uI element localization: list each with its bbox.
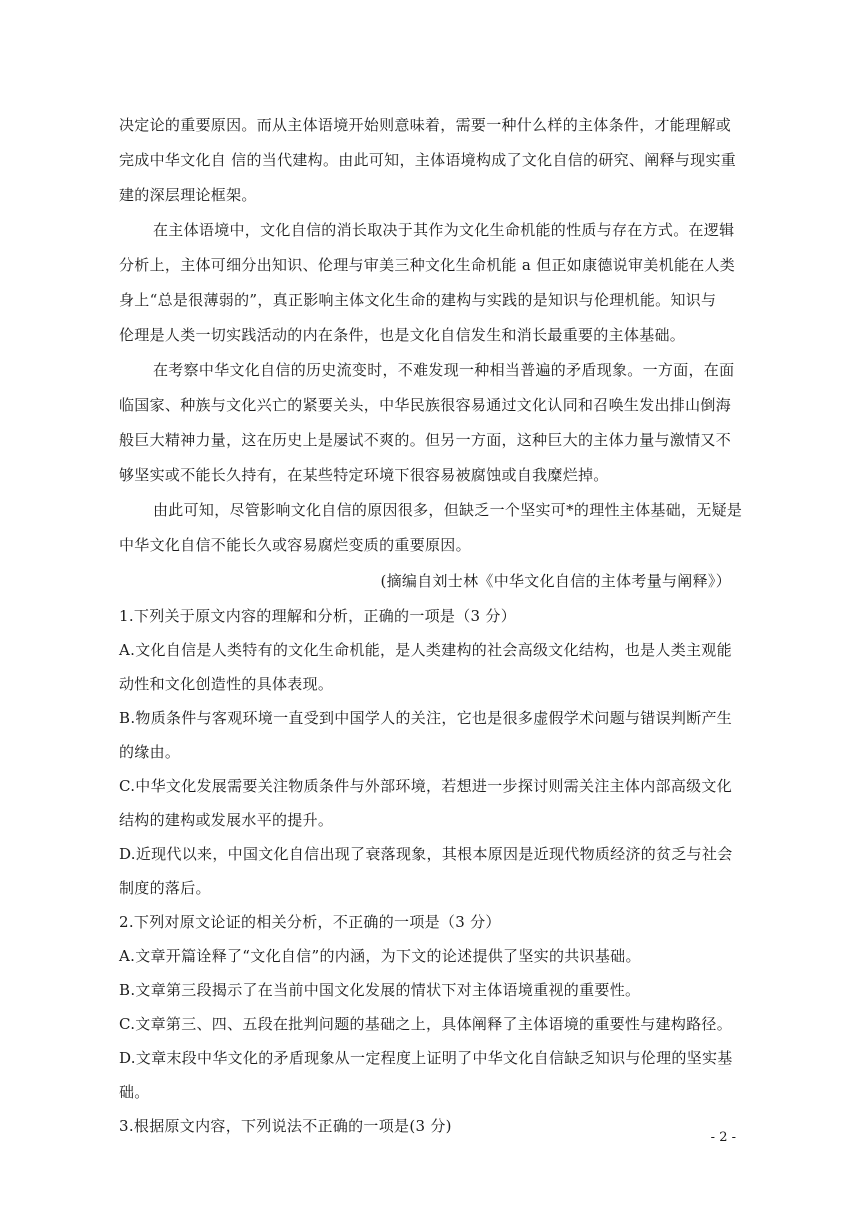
- article-source-citation: (摘编自刘士林《中华文化自信的主体考量与阐释》）: [380, 572, 731, 590]
- text-line: 建的深层理论框架。: [119, 186, 257, 204]
- option-line: C.中华文化发展需要关注物质条件与外部环境，若想进一步探讨则需关注主体内部高级文化: [119, 777, 733, 795]
- page-number: - 2 -: [710, 1130, 736, 1145]
- document-body: [119, 108, 743, 1143]
- question-stem: 1.下列关于原文内容的理解和分析，正确的一项是（3 分）: [119, 607, 517, 625]
- option-line: 动性和文化创造性的具体表现。: [119, 675, 334, 693]
- text-line: 够坚实或不能长久持有，在某些特定环境下很容易被腐蚀或自我糜烂掉。: [119, 466, 609, 484]
- question-1-option-b: [119, 701, 735, 769]
- text-line: 由此可知，尽管影响文化自信的原因很多，但缺乏一个坚实可*的理性主体基础，无疑是: [153, 501, 743, 519]
- option-line: 结构的建构或发展水平的提升。: [119, 811, 334, 829]
- option-line: B.物质条件与客观环境一直受到中国学人的关注，它也是很多虚假学术问题与错误判断产生: [119, 709, 733, 727]
- option-line: C.文章第三、四、五段在批判问题的基础之上，具体阐释了主体语境的重要性与建构路径。: [119, 1015, 733, 1033]
- option-line: 础。: [119, 1083, 150, 1101]
- text-line: 般巨大精神力量，这在历史上是屡试不爽的。但另一方面，这种巨大的主体力量与激情又不: [119, 431, 732, 449]
- text-line: 分析上，主体可细分出知识、伦理与审美三种文化生命机能 a 但正如康德说审美机能在人类: [119, 256, 736, 274]
- question-3: [119, 1109, 735, 1143]
- option-line: 的缘由。: [119, 743, 181, 761]
- text-line: 在考察中华文化自信的历史流变时，不难发现一种相当普遍的矛盾现象。一方面，在面: [153, 361, 735, 379]
- question-stem: 3.根据原文内容，下列说法不正确的一项是(3 分): [119, 1117, 452, 1135]
- text-line: 在主体语境中，文化自信的消长取决于其作为文化生命机能的性质与存在方式。在逻辑: [153, 221, 735, 239]
- paragraph-3: [119, 353, 735, 493]
- option-line: A.文化自信是人类特有的文化生命机能，是人类建构的社会高级文化结构，也是人类主观能: [119, 641, 732, 659]
- text-line: 伦理是人类一切实践活动的内在条件，也是文化自信发生和消长最重要的主体基础。: [119, 326, 686, 344]
- question-stem: 2.下列对原文论证的相关分析，不正确的一项是（3 分）: [119, 913, 501, 931]
- text-line: 完成中华文化自 信的当代建构。由此可知，主体语境构成了文化自信的研究、阐释与现实重: [119, 151, 737, 169]
- question-2-option-d: [119, 1041, 735, 1109]
- option-line: D.近现代以来，中国文化自信出现了衰落现象，其根本原因是近现代物质经济的贫乏与社会: [119, 845, 733, 863]
- paragraph-2: [119, 213, 735, 353]
- text-line: 决定论的重要原因。而从主体语境开始则意味着，需要一种什么样的主体条件，才能理解或: [119, 116, 732, 134]
- question-2-option-c: [119, 1007, 735, 1041]
- question-2-option-a: [119, 939, 735, 973]
- paragraph-1: [119, 108, 735, 213]
- option-line: D.文章末段中华文化的矛盾现象从一定程度上证明了中华文化自信缺乏知识与伦理的坚实基: [119, 1049, 733, 1067]
- question-1: [119, 599, 735, 905]
- option-line: B.文章第三段揭示了在当前中国文化发展的情状下对主体语境重视的重要性。: [119, 981, 641, 999]
- text-line: 中华文化自信不能长久或容易腐烂变质的重要原因。: [119, 536, 471, 554]
- question-2-option-b: [119, 973, 735, 1007]
- question-1-option-a: [119, 633, 735, 701]
- question-2: [119, 905, 735, 1109]
- text-line: 临国家、种族与文化兴亡的紧要关头，中华民族很容易通过文化认同和召唤生发出排山倒海: [119, 396, 732, 414]
- paragraph-4: [119, 493, 743, 563]
- question-1-option-c: [119, 769, 735, 837]
- option-line: A.文章开篇诠释了“文化自信”的内涵，为下文的论述提供了坚实的共识基础。: [119, 947, 641, 965]
- text-line: 身上“总是很薄弱的”，真正影响主体文化生命的建构与实践的是知识与伦理机能。知识与: [119, 291, 717, 309]
- option-line: 制度的落后。: [119, 879, 211, 897]
- question-1-option-d: [119, 837, 735, 905]
